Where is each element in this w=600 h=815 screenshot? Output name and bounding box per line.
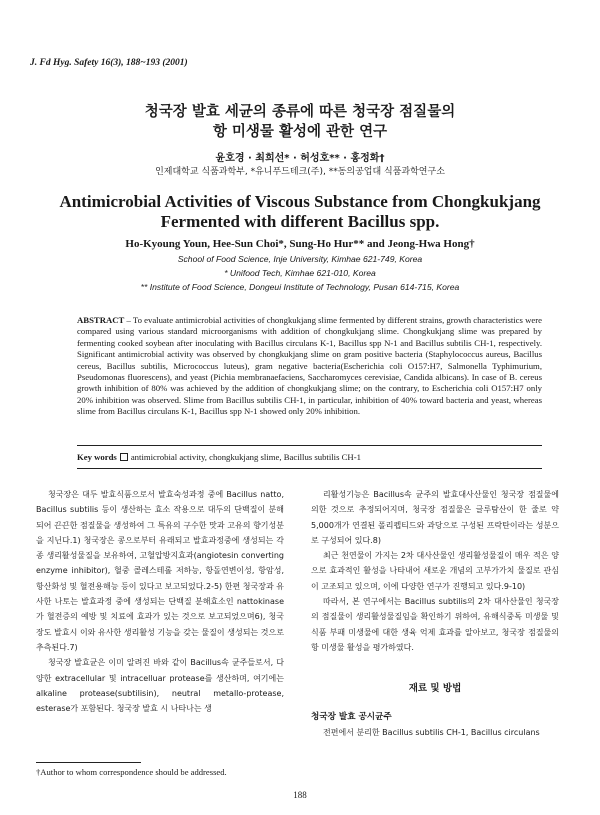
subsection-heading: 청국장 발효 공시균주 (311, 712, 392, 722)
section-heading: 재료 및 방법 (408, 683, 462, 694)
keywords-text: antimicrobial activity, chongkukjang slime, Bacillus subtilis CH-1 (130, 452, 361, 462)
keywords-label: Key words (77, 452, 117, 462)
body-paragraph: 최근 천연물이 가지는 2차 대사산물인 생리활성물질이 매우 적은 양으로 효과적인 활성을 나타내어 새로운 개념의 고부가가치 물질로 관심이 고조되고 있으며, 이에 다양한 연구가 진행되고 있다.9-10) (311, 551, 559, 591)
korean-title-line2: 항 미생물 활성에 관한 연구 (212, 124, 388, 140)
subsection-text: 전편에서 분리한 Bacillus subtilis CH-1, Bacillus circulans (323, 728, 540, 737)
journal-citation: J. Fd Hyg. Safety 16(3), 188~193 (2001) (30, 58, 188, 68)
abstract-text: – To evaluate antimicrobial activities of chongkukjang slime fermented by different strains, growth characteristics were compared using various standard microorganisms with addition of chongkukjang slime. Chongkukjang slime was prepared by fermenting cooked soybean after inoculating with Bacillus circulans K-1, Bacillus spp N-1 and Bacillus subtilis CH-1, respectively. Significant antimicrobial activity was observed by chongkukjang slime on gram positive bacteria (Staphylococcus aureus, Bacillus cereus, Bacillus subtilis, Micrococcus luteus), gram negative bacteria(Escherichia coli O157:H7, Salmonella Typhimurium, Pseudomonas fluorescens), and yeast (Pichia membranaefaciens, Saccharomyces cerevisiae, Candida albicans). In case of B. cereus growth inhibition of 80% was achieved by the addition of chongkukjang slime; on the contrary, to Escherichia coli O157:H7 only 20% inhibition was observed. Slime from Bacillus subtilis CH-1, in particular, inhibition of 40% toward bacteria and yeast, whereas slime from Bacillus circulans K-1, Bacillus spp N-1 showed only 20% inhibition. (77, 315, 542, 417)
footnote: †Author to whom correspondence should be addressed. (36, 767, 227, 777)
abstract (77, 315, 542, 418)
english-authors: Ho-Kyoung Youn, Hee-Sun Choi*, Sung-Ho Hur** and Jeong-Hwa Hong† (125, 238, 475, 250)
keywords (77, 452, 361, 462)
body-left-column (36, 487, 284, 716)
body-right-column (311, 487, 559, 655)
footnote-rule (36, 762, 141, 763)
korean-authors: 윤호경 · 최희선* · 허성호** · 홍정화† (215, 153, 385, 164)
page-number: 188 (293, 790, 307, 800)
english-title-line1: Antimicrobial Activities of Viscous Substance from Chongkukjang (59, 192, 541, 211)
english-affiliation-3: ** Institute of Food Science, Dongeui Institute of Technology, Pusan 614-715, Korea (140, 282, 460, 292)
english-affiliation-1: School of Food Science, Inje University, Kimhae 621-749, Korea (177, 254, 423, 264)
korean-affiliation: 인제대학교 식품과학부, *유니푸드테크(주), **동의공업대 식품과학연구소 (155, 167, 445, 177)
korean-title-line1: 청국장 발효 세균의 종류에 따른 청국장 점질물의 (144, 104, 456, 120)
body-paragraph: 리활성기능은 Bacillus속 균주의 발효대사산물인 청국장 점질물에 의한 것으로 추정되어지며, 청국장 점질물은 글루탐산이 한 줄로 약 5,000개가 연결된 폴리펩티드와 과당으로 구성된 프락탄이라는 성분으로 구성되어 있다.8) (311, 490, 559, 545)
body-paragraph: 청국장 발효균은 이미 알려진 바와 같이 Bacillus속 균주들로서, 다양한 extracellular 및 intracelluar protease를 생산하며, 여기에는 alkaline protease(subtilisin), neutral metallo-protease, esterase가 포함된다. 청국장 발효 시 나타나는 생 (36, 658, 284, 714)
abstract-label: ABSTRACT (77, 315, 125, 325)
english-affiliation-2: * Unifood Tech, Kimhae 621-010, Korea (224, 268, 376, 278)
body-paragraph: 따라서, 본 연구에서는 Bacillus subtilis의 2차 대사산물인 청국장의 점질물이 생리활성물질임을 확인하기 위하여, 유해식중독 미생물 및 식품 부패 미생물에 대한 생육 억제 효과를 알아보고, 청국장 점질물의 항 미생물 활성을 평가하였다. (311, 597, 559, 652)
english-title-line2: Fermented with different Bacillus spp. (160, 212, 440, 231)
checkbox-square-icon (120, 453, 128, 461)
keywords-top-rule (77, 445, 542, 446)
keywords-bottom-rule (77, 468, 542, 469)
body-paragraph: 청국장은 대두 발효식품으로서 발효숙성과정 중에 Bacillus natto, Bacillus subtilis 등이 생산하는 효소 작용으로 대두의 단백질이 분해되어 끈끈한 점질물을 생성하여 그 특유의 구수한 맛과 고유의 향기성분을 지닌다.1) 청국장은 콩으로부터 유래되고 발효과정중에 생성되는 각종 생리활성물질을 보유하여, 고혈압방지효과(angiotesin converting enzyme inhibitor), 혈중 콜레스테롤 저하능, 항돌연변이성, 항암성, 항산화성 및 혈전용해능 등이 있다고 보고되었다.2-5) 한편 청국장과 유사한 나토는 발효과정 중에 생성되는 단백질 분해효소인 nattokinase가 혈전증의 예방 및 치료에 효과가 있는 것으로 보고되었으며6), 청국장도 발효시 이와 유사한 생리활성 기능을 갖는 물질이 생성되는 것으로 추측된다.7) (36, 490, 284, 652)
